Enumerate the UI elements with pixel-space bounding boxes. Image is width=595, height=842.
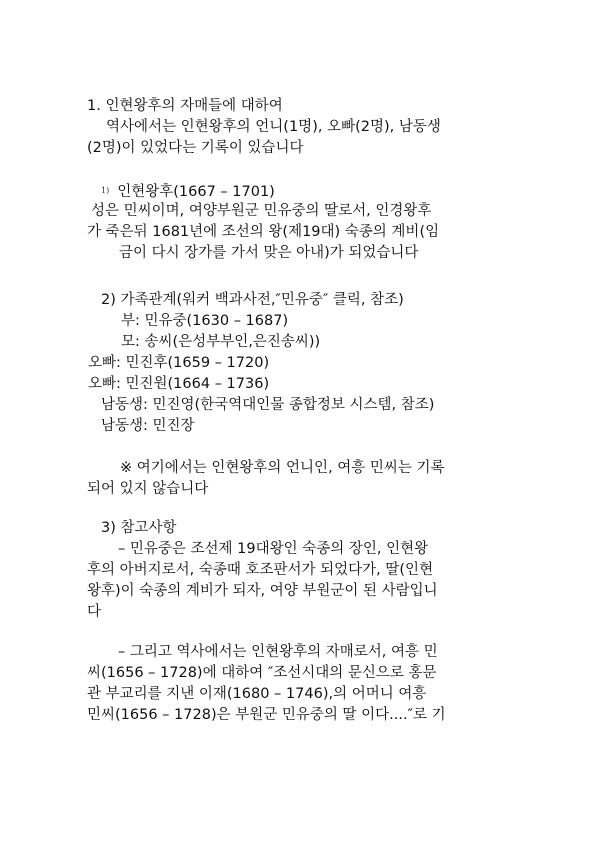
- item-heading: 3) 참고사항: [101, 520, 177, 536]
- family-line: 모: 송씨(은성부부인,은진송씨)): [121, 334, 321, 350]
- family-line: 오빠: 민진원(1664 – 1736): [88, 376, 270, 392]
- body-line: 민씨(1656 – 1728)은 부원군 민유중의 딸 이다....″로 기: [87, 707, 446, 723]
- body-line: – 그리고 역사에서는 인현왕후의 자매로서, 여흥 민: [118, 644, 438, 660]
- body-line: – 민유중은 조선제 19대왕인 숙종의 장인, 인현왕: [118, 541, 429, 557]
- item-heading: [101, 180, 275, 203]
- family-line: 남동생: 민진장: [101, 418, 195, 434]
- body-line: 가 죽은뒤 1681년에 조선의 왕(제19대) 숙종의 계비(임: [87, 224, 440, 240]
- family-line: 오빠: 민진후(1659 – 1720): [88, 355, 270, 371]
- item-heading: 2) 가족관계(워커 백과사전,″민유중″ 클릭, 참조): [101, 292, 404, 308]
- body-line: 관 부교리를 지낸 이재(1680 – 1746),의 어머니 여흥: [87, 686, 427, 702]
- body-line: 씨(1656 – 1728)에 대하여 ″조선시대의 문신으로 홍문: [87, 665, 437, 681]
- body-line: 왕후)이 숙종의 계비가 되자, 여양 부원군이 된 사람입니: [87, 583, 438, 599]
- section-heading: 1. 인현왕후의 자매들에 대하여: [87, 98, 283, 114]
- intro-line: 역사에서는 인현왕후의 언니(1명), 오빠(2명), 남동생: [106, 119, 441, 135]
- body-line: 성은 민씨이며, 여양부원군 민유중의 딸로서, 인경왕후: [91, 203, 432, 219]
- family-line: 부: 민유중(1630 – 1687): [121, 313, 289, 329]
- note-line: ※ 여기에서는 인현왕후의 언니인, 여흥 민씨는 기록: [120, 460, 445, 476]
- note-line: 되어 있지 않습니다: [87, 481, 209, 497]
- body-line: 금이 다시 장가를 가서 맞은 아내)가 되었습니다: [119, 245, 419, 261]
- body-line: 후의 아버지로서, 숙종때 호조판서가 되었다가, 딸(인현: [87, 562, 434, 578]
- footnote-marker: 1): [101, 186, 110, 195]
- intro-line: (2명)이 있었다는 기록이 있습니다: [87, 140, 304, 156]
- family-line: 남동생: 민진영(한국역대인물 종합정보 시스템, 참조): [101, 397, 435, 413]
- item-title: 인현왕후(1667 – 1701): [117, 184, 275, 200]
- body-line: 다: [87, 604, 102, 620]
